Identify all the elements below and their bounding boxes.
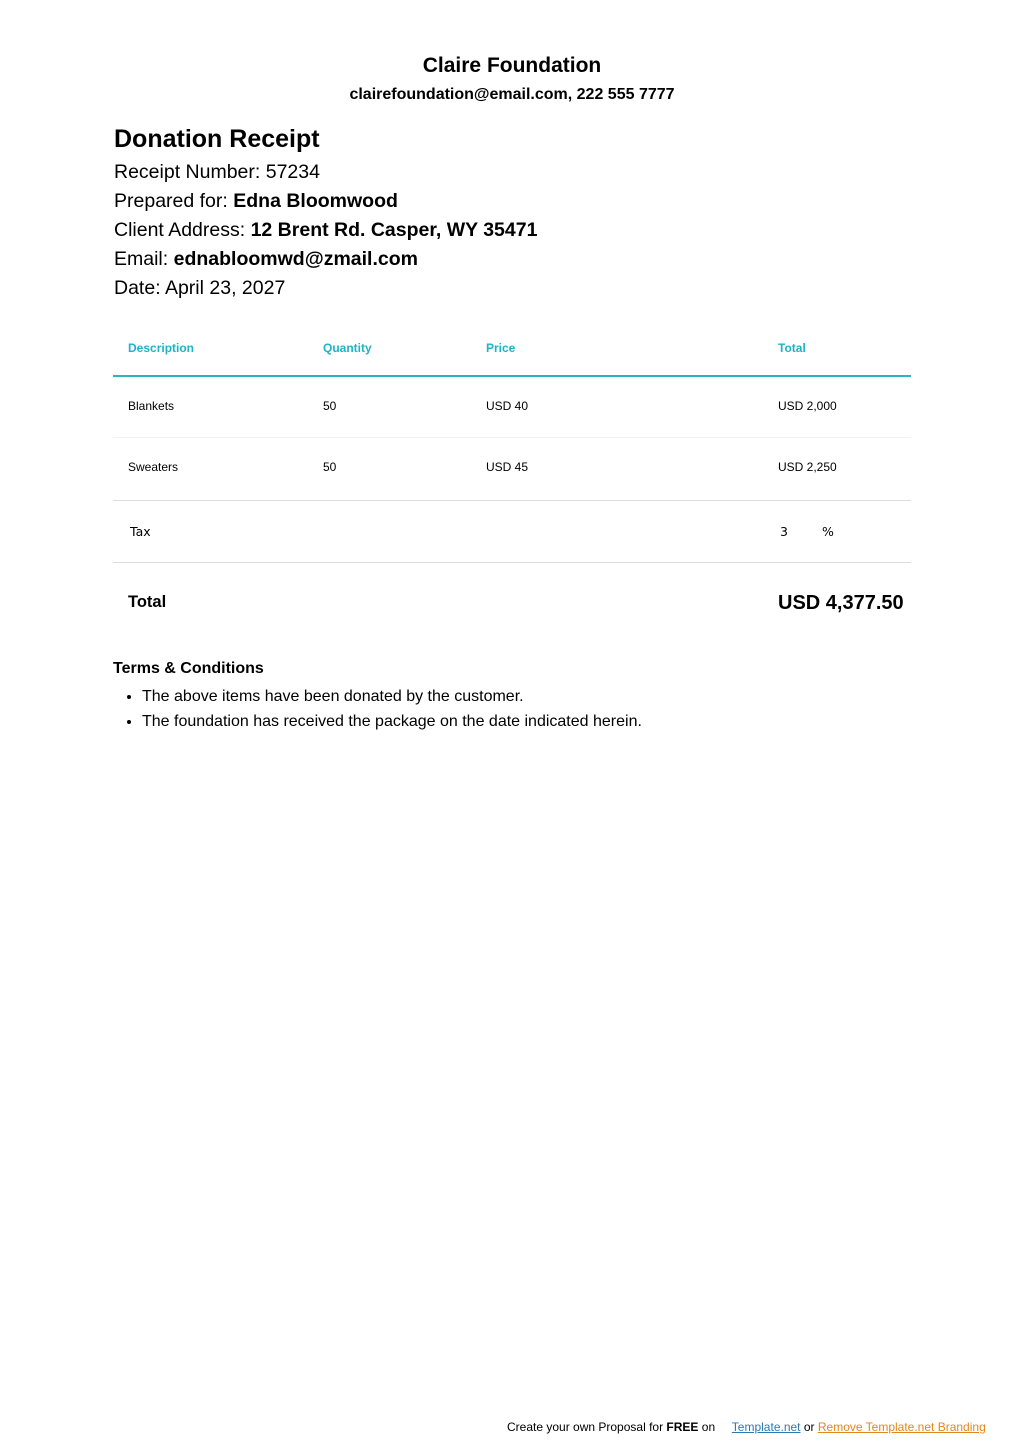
email-line: [114, 248, 418, 271]
receipt-number-line: [114, 161, 320, 184]
tax-label: Tax: [130, 524, 151, 539]
list-item: • The above items have been donated by the customer.: [142, 684, 642, 709]
cell-description: Sweaters: [128, 460, 179, 474]
footer-on: on: [698, 1420, 716, 1434]
receipt-number-label: Receipt Number:: [114, 161, 266, 183]
date-value: April 23, 2027: [164, 277, 286, 299]
terms-title: Terms & Conditions: [113, 660, 264, 677]
client-address-value: 12 Brent Rd. Casper, WY 35471: [250, 219, 538, 241]
cell-total: USD 2,250: [778, 460, 837, 474]
cell-description: Blankets: [128, 399, 175, 413]
tax-value: 3: [780, 524, 788, 539]
email-label: Email:: [114, 248, 174, 270]
header-description: Description: [128, 341, 195, 355]
date-label: Date:: [114, 277, 165, 299]
table-row: [113, 377, 911, 438]
table-header: [113, 318, 911, 377]
tax-row: [113, 501, 911, 563]
header-price: Price: [486, 341, 516, 355]
total-label: Total: [128, 593, 167, 611]
header-total: Total: [778, 341, 806, 355]
date-line: [114, 277, 285, 300]
prepared-for-value: Edna Bloomwood: [233, 190, 398, 212]
client-address-line: [114, 219, 537, 242]
table-row: [113, 438, 911, 501]
header-quantity: Quantity: [323, 341, 372, 355]
cell-total: USD 2,000: [778, 399, 837, 413]
prepared-for-label: Prepared for:: [114, 190, 234, 212]
cell-quantity: 50: [323, 460, 337, 474]
organization-name: Claire Foundation: [422, 54, 602, 77]
template-net-link[interactable]: Template.net: [731, 1420, 801, 1434]
total-row: [113, 563, 911, 641]
cell-price: USD 40: [486, 399, 529, 413]
cell-price: USD 45: [486, 460, 529, 474]
prepared-for-line: [114, 190, 398, 213]
receipt-number-value: 57234: [265, 161, 320, 183]
donation-items-table: [113, 318, 911, 641]
email-value: ednabloomwd@zmail.com: [173, 248, 418, 270]
total-amount: USD 4,377.50: [778, 592, 904, 614]
organization-contact: clairefoundation@email.com, 222 555 7777: [349, 86, 675, 103]
list-item: • The foundation has received the package on the date indicated herein.: [142, 709, 642, 734]
footer-free: FREE: [666, 1420, 699, 1434]
remove-branding-link[interactable]: Remove Template.net Branding: [817, 1420, 986, 1434]
terms-list: [113, 684, 642, 734]
cell-quantity: 50: [323, 399, 337, 413]
tax-unit: %: [822, 524, 834, 539]
footer-or: or: [800, 1420, 818, 1434]
client-address-label: Client Address:: [114, 219, 251, 241]
footer-branding: [507, 1420, 986, 1434]
footer-prefix: Create your own Proposal for: [507, 1420, 667, 1434]
receipt-title: Donation Receipt: [114, 125, 320, 153]
